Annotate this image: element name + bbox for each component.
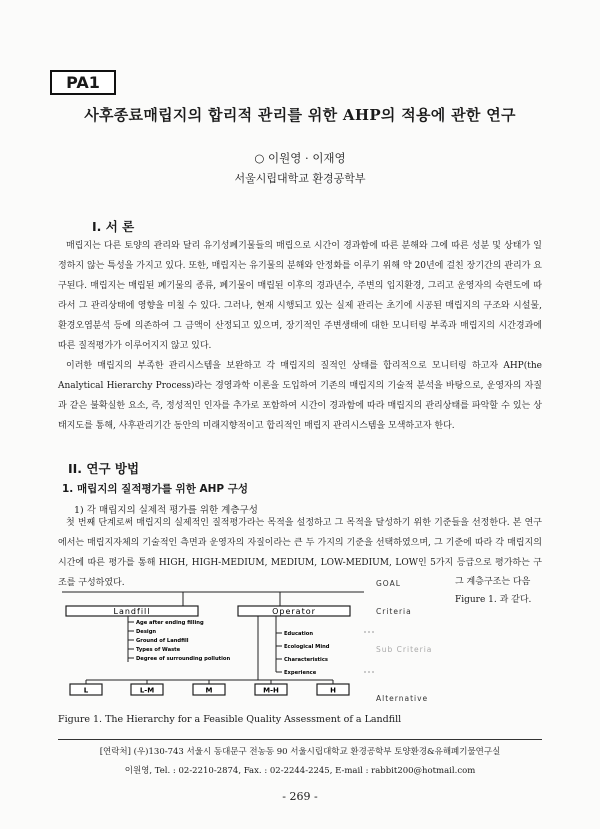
intro-paragraph-1: 매립지는 다른 토양의 관리와 달리 유기성폐기물들의 매립으로 시간이 경과함에 따른 분해와 그에 따른 성분 및 상태가 일정하지 않는 특성을 가지고 있다. 또한, 매립지는 유기물의 분해와 안정화를 이루기 위해 약 20년에 걸친 장기간의 관리가 요구된다. 매립지는 매립된 폐기물의 종류, 폐기물이 매립된 이후의 경과년수, 주변의 입지환경, 그리고 운영자의 숙련도에 따라서 그 관리상태에 영향을 미칠 수 있다. 그러나, 현재 시행되고 있는 실제 관리는 초기에 시공된 매립지의 구조와 시설물, 환경오염분석 등에 의존하여 그 금액이 산정되고 있으며, 장기적인 주변생태에 대한 모니터링 부족과 매립지의 시간경과에 따른 질적평가가 이루어지지 않고 있다. (58, 241, 542, 351)
affiliation: 서울시립대학교 환경공학부 (234, 172, 366, 185)
figure-caption: Figure 1. The Hierarchy for a Feasible Quality Assessment of a Landfill (58, 714, 402, 725)
footer-contact-details: 이원영, Tel. : 02-2210-2874, Fax. : 02-2244-2245, E-mail : rabbit200@hotmail.com (124, 766, 476, 776)
paper-id-badge: PA1 (50, 70, 116, 95)
subcriteria-waste: Types of Waste (136, 647, 181, 653)
subsubsection-heading: 1) 각 매립지의 실제적 평가를 위한 계층구성 (74, 505, 258, 516)
criteria-label-landfill: Landfill (113, 607, 151, 616)
section-heading-introduction: I. 서 론 (92, 219, 135, 234)
subcriteria-experience: Experience (284, 670, 317, 676)
alternative-label-lm: L-M (139, 686, 155, 695)
subcriteria-characteristics: Characteristics (284, 657, 328, 663)
legend-sub-criteria: Sub Criteria (376, 645, 433, 654)
paper-title: 사후종료매립지의 합리적 관리를 위한 AHP의 적용에 관한 연구 (84, 106, 516, 124)
section-heading-methods: II. 연구 방법 (68, 461, 140, 476)
hierarchy-figure (58, 572, 428, 707)
figure-reference-text: 그 계층구조는 다음 Figure 1. 과 같다. (455, 577, 532, 605)
page-number: - 269 - (282, 790, 318, 803)
subcriteria-ecological: Ecological Mind (284, 644, 330, 650)
legend-goal: GOAL (376, 579, 401, 588)
intro-paragraph-2: 이러한 매립지의 부족한 관리시스템을 보완하고 각 매립지의 질적인 상태를 합리적으로 모니터링 하고자 AHP(the Analytical Hierarchy Process)라는 경영과학 이론을 도입하여 기존의 매립지의 기술적 분석을 바탕으로, 운영자의 자질과 같은 불확실한 요소, 즉, 정성적인 인자를 추가로 포함하여 시간이 경과함에 따라 매립지의 관리상태를 파악할 수 있는 상태지도를 통해, 사후관리기간 동안의 미래지향적이고 합리적인 매립지 관리시스템을 모색하고자 한다. (58, 361, 542, 431)
alternative-label-l: L (83, 686, 89, 695)
footer-contact-address: [연락처] (우)130-743 서울시 동대문구 전농동 90 서울시립대학교 환경공학부 토양환경&유해폐기물연구실 (99, 747, 501, 757)
alternative-label-h: H (330, 686, 336, 695)
authors: ○ 이원영 · 이재영 (254, 151, 346, 165)
alternative-label-mh: M-H (263, 686, 279, 695)
subcriteria-design: Design (136, 629, 157, 635)
methods-paragraph: 첫 번째 단계로써 매립지의 실제적인 질적평가라는 목적을 설정하고 그 목적을 달성하기 위한 기준들을 선정한다. 본 연구에서는 매립지자체의 기술적인 측면과 운영자의 자질이라는 큰 두 가지의 기준을 선택하였으며, 그 기준에 따라 각 매립지의 시간에 따른 평가를 통해 HIGH, HIGH-MEDIUM, MEDIUM, LOW-MEDIUM, LOW인 5가지 등급으로 평가하는 구조를 구성하였다. (58, 518, 542, 588)
legend-alternative: Alternative (376, 694, 429, 703)
subsection-heading: 1. 매립지의 질적평가를 위한 AHP 구성 (62, 483, 249, 495)
criteria-label-operator: Operator (272, 607, 316, 616)
alternative-label-m: M (205, 686, 213, 695)
subcriteria-ground: Ground of Landfill (136, 638, 189, 644)
intro-body (58, 236, 542, 436)
subcriteria-education: Education (284, 631, 314, 637)
subcriteria-pollution: Degree of surrounding pollution (136, 656, 231, 662)
legend-criteria: Criteria (376, 607, 412, 616)
footer-divider (58, 739, 542, 740)
subcriteria-age: Age after ending filling (136, 620, 204, 626)
